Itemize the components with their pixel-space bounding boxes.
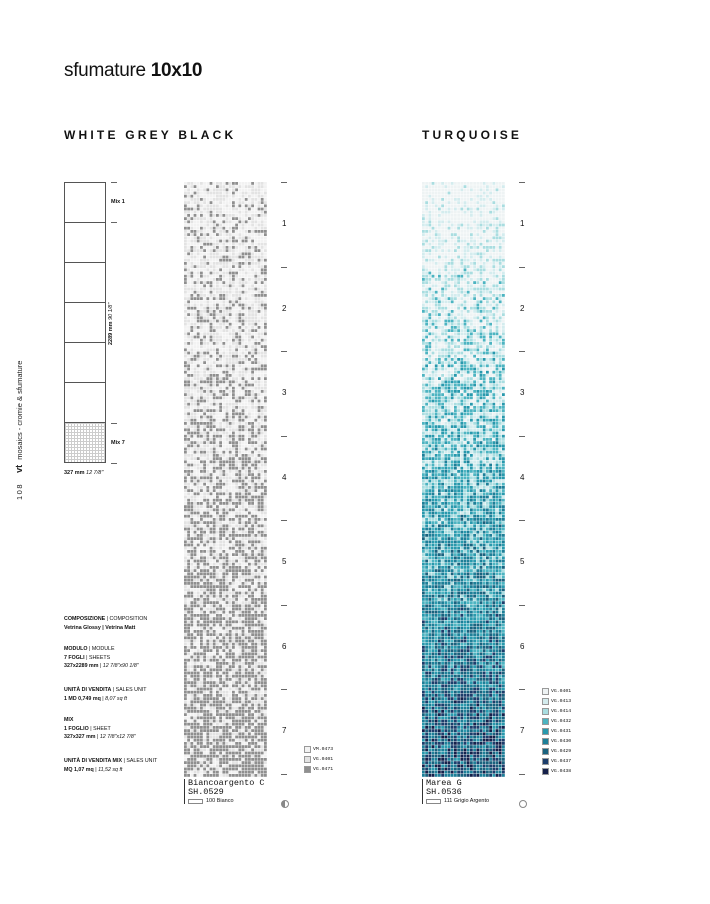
swatch-color [304, 766, 311, 773]
circle-icon [519, 800, 527, 808]
spec-sales-unit: UNITÀ DI VENDITA | SALES UNIT 1 MD 0,749 mq | 8,07 sq ft [64, 687, 147, 702]
width-dimension: 327 mm 12 7/8" [64, 470, 104, 476]
mix-1-label: Mix 1 [111, 199, 125, 205]
swatch-color [542, 768, 549, 775]
product-caption-left [184, 779, 294, 804]
swatch-item: VG.0438 [542, 766, 571, 776]
sheet-boundary-tick [281, 182, 287, 183]
mosaic-strip-turquoise [422, 182, 508, 780]
section-heading-left: WHITE GREY BLACK [64, 128, 237, 142]
swatch-color [542, 688, 549, 695]
swatch-list-left [304, 744, 333, 774]
swatch-item: VG.0401 [304, 754, 333, 764]
section-heading-right: TURQUOISE [422, 128, 523, 142]
swatch-color [304, 756, 311, 763]
spec-sales-unit-mix: UNITÀ DI VENDITA MIX | SALES UNIT MQ 1,07 mq | 11,52 sq ft [64, 758, 158, 773]
sheet-number: 1 [520, 219, 525, 229]
title-light: sfumature [64, 60, 151, 81]
sheet-number: 3 [520, 388, 525, 398]
swatch-item: VG.0432 [542, 716, 571, 726]
module-sheet-mix [65, 423, 105, 462]
swatch-item: VG.0413 [542, 696, 571, 706]
spec-mix: MIX 1 FOGLIO | SHEET 327x327 mm | 12 7/8"x12 7/8" [64, 717, 136, 740]
sheet-number: 2 [520, 303, 525, 313]
module-sheet [65, 263, 105, 303]
sheet-boundary-tick [519, 520, 525, 521]
sheet-boundary-tick [281, 520, 287, 521]
page-number: 108 [15, 482, 24, 500]
product-code: SH.0536 [426, 787, 462, 797]
sheet-boundary-tick [519, 182, 525, 183]
sheet-number: 6 [282, 641, 287, 651]
swatch-item: VM.0473 [304, 744, 333, 754]
swatch-item: VG.0431 [542, 726, 571, 736]
swatch-list-right [542, 686, 571, 776]
sheet-boundary-tick [519, 689, 525, 690]
grout-info: 111 Grigio Argento [426, 798, 532, 804]
swatch-item: VG.0471 [304, 764, 333, 774]
dimension-tick [111, 222, 117, 223]
module-sheet [65, 383, 105, 423]
mix-7-label: Mix 7 [111, 440, 125, 446]
grout-swatch [188, 799, 203, 804]
sheet-number: 1 [282, 219, 287, 229]
sheet-boundary-tick [519, 605, 525, 606]
grout-swatch [426, 799, 441, 804]
title-bold: 10x10 [150, 60, 203, 81]
swatch-color [304, 746, 311, 753]
swatch-color [542, 708, 549, 715]
sheet-boundary-tick [281, 774, 287, 775]
module-sheet [65, 343, 105, 383]
dimension-tick [111, 182, 117, 183]
grout-info: 100 Bianco [188, 798, 294, 804]
swatch-color [542, 758, 549, 765]
swatch-item: VG.0414 [542, 706, 571, 716]
module-sheet [65, 183, 105, 223]
product-code: SH.0529 [188, 787, 224, 797]
sheet-number: 7 [282, 726, 287, 736]
sheet-number: 5 [282, 557, 287, 567]
side-label [14, 361, 24, 500]
sheet-number: 3 [282, 388, 287, 398]
product-caption-right [422, 779, 532, 804]
swatch-item: VG.0430 [542, 736, 571, 746]
dimension-tick [111, 423, 117, 424]
sheet-number: 5 [520, 557, 525, 567]
sheet-boundary-tick [519, 436, 525, 437]
brand-logo: vt [14, 464, 24, 473]
mosaic-strip-grey [184, 182, 269, 780]
swatch-item: VG.0429 [542, 746, 571, 756]
sheet-boundary-tick [281, 267, 287, 268]
height-dimension: 2289 mm 90 1/8" [108, 302, 114, 345]
sheet-boundary-tick [281, 351, 287, 352]
swatch-item: VG.0437 [542, 756, 571, 766]
page-title [64, 60, 202, 82]
module-sheet [65, 223, 105, 263]
dimension-tick [111, 463, 117, 464]
swatch-color [542, 748, 549, 755]
module-sheet [65, 303, 105, 343]
swatch-color [542, 728, 549, 735]
half-moon-icon [281, 800, 289, 808]
swatch-color [542, 718, 549, 725]
sheet-boundary-tick [281, 689, 287, 690]
sheet-boundary-tick [281, 605, 287, 606]
sheet-number: 2 [282, 303, 287, 313]
product-name: Biancoargento C [188, 778, 265, 788]
sheet-number: 6 [520, 641, 525, 651]
spec-module: MODULO | MODULE 7 FOGLI | SHEETS 327x2289 mm | 12 7/8"x90 1/8" [64, 646, 139, 669]
product-name: Marea G [426, 778, 462, 788]
swatch-color [542, 738, 549, 745]
module-diagram [64, 182, 106, 463]
sheet-boundary-tick [281, 436, 287, 437]
sheet-boundary-tick [519, 774, 525, 775]
swatch-color [542, 698, 549, 705]
sheet-number: 4 [282, 472, 287, 482]
sheet-boundary-tick [519, 267, 525, 268]
sheet-number: 4 [520, 472, 525, 482]
sheet-boundary-tick [519, 351, 525, 352]
swatch-item: VG.0401 [542, 686, 571, 696]
spec-composition: COMPOSIZIONE | COMPOSITION Vetrina Glossy | Vetrina Matt [64, 616, 148, 631]
sheet-number: 7 [520, 726, 525, 736]
side-label-text: mosaics - cromie & sfumature [15, 360, 24, 460]
